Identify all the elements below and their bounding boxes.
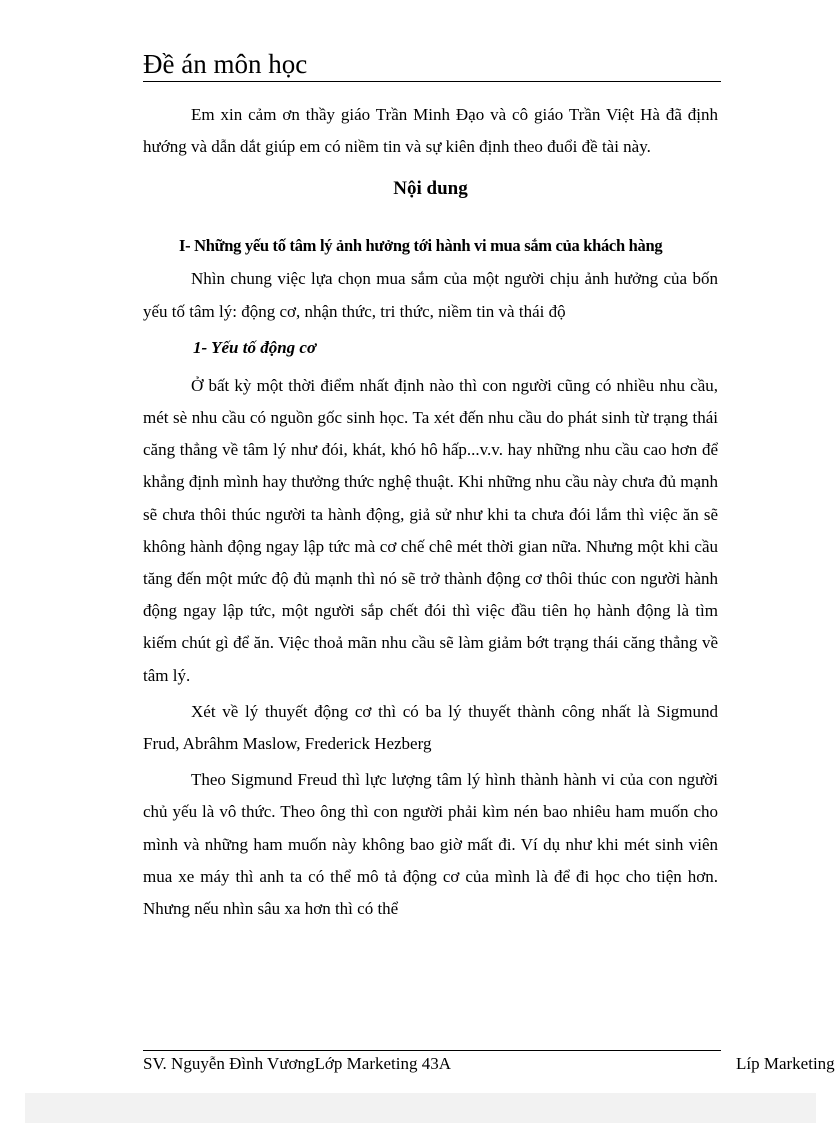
intro-paragraph: Em xin cảm ơn thầy giáo Trần Minh Đạo và cô giáo Trần Việt Hà đã định hướng và dẫn dắt giúp em có niềm tin và sự kiên định theo đuổi đề tài này.	[143, 105, 718, 157]
footer-class: Líp Marketing	[736, 1054, 835, 1073]
page-bottom-edge	[25, 1093, 816, 1123]
page-header-title: Đề án môn học	[143, 49, 308, 79]
body-paragraph: Theo Sigmund Freud thì lực lượng tâm lý hình thành hành vi của con người chủ yếu là vô thức. Theo ông thì con người phải kìm nén bao nhiêu ham muốn cho mình và những ham muốn này không bao giờ mất đi. Ví dụ như khi mét sinh viên mua xe máy thì anh ta có thể mô tả động cơ của mình là để đi học cho tiện hơn. Nhưng nếu nhìn sâu xa hơn thì có thể	[143, 770, 718, 919]
document-body	[143, 99, 718, 925]
content-heading: Nội dung	[393, 178, 468, 200]
header-divider	[143, 81, 721, 82]
footer-author: SV. Nguyễn Đình VươngLớp Marketing 43A	[143, 1054, 452, 1073]
footer-divider	[143, 1050, 721, 1051]
body-paragraph: Xét về lý thuyết động cơ thì có ba lý thuyết thành công nhất là Sigmund Frud, Abrâhm Maslow, Frederick Hezberg	[143, 701, 718, 754]
body-paragraph: Ở bất kỳ một thời điểm nhất định nào thì con người cũng có nhiều nhu cầu, mét sè nhu cầu có nguồn gốc sinh học. Ta xét đến nhu cầu do phát sinh từ trạng thái căng thẳng về tâm lý như đói, khát, khó hô hấp...v.v. hay những nhu cầu cao hơn để khẳng định mình hay thưởng thức nghệ thuật. Khi những nhu cầu này chưa đủ mạnh sẽ chưa thôi thúc người ta hành động, giả sử như khi ta chưa đói lắm thì việc ăn sẽ không hành động ngay lập tức mà cơ chế chê mét thời gian nữa. Nhưng một khi cầu tăng đến một mức độ đủ mạnh thì nó sẽ trở thành động cơ thôi thúc con người hành động ngay lập tức, một người sắp chết đói thì việc đầu tiên họ hành động là tìm kiếm chút gì để ăn. Việc thoả mãn nhu cầu sẽ làm giảm bớt trạng thái căng thẳng về tâm lý.	[143, 375, 718, 685]
section-heading: I- Những yếu tố tâm lý ảnh hưởng tới hành vi mua sắm của khách hàng	[179, 236, 663, 256]
sub-heading: 1- Yếu tố động cơ	[193, 337, 317, 357]
section-intro-paragraph: Nhìn chung việc lựa chọn mua sắm của một người chịu ảnh hưởng của bốn yếu tố tâm lý: động cơ, nhận thức, tri thức, niềm tin và thái độ	[143, 269, 718, 321]
